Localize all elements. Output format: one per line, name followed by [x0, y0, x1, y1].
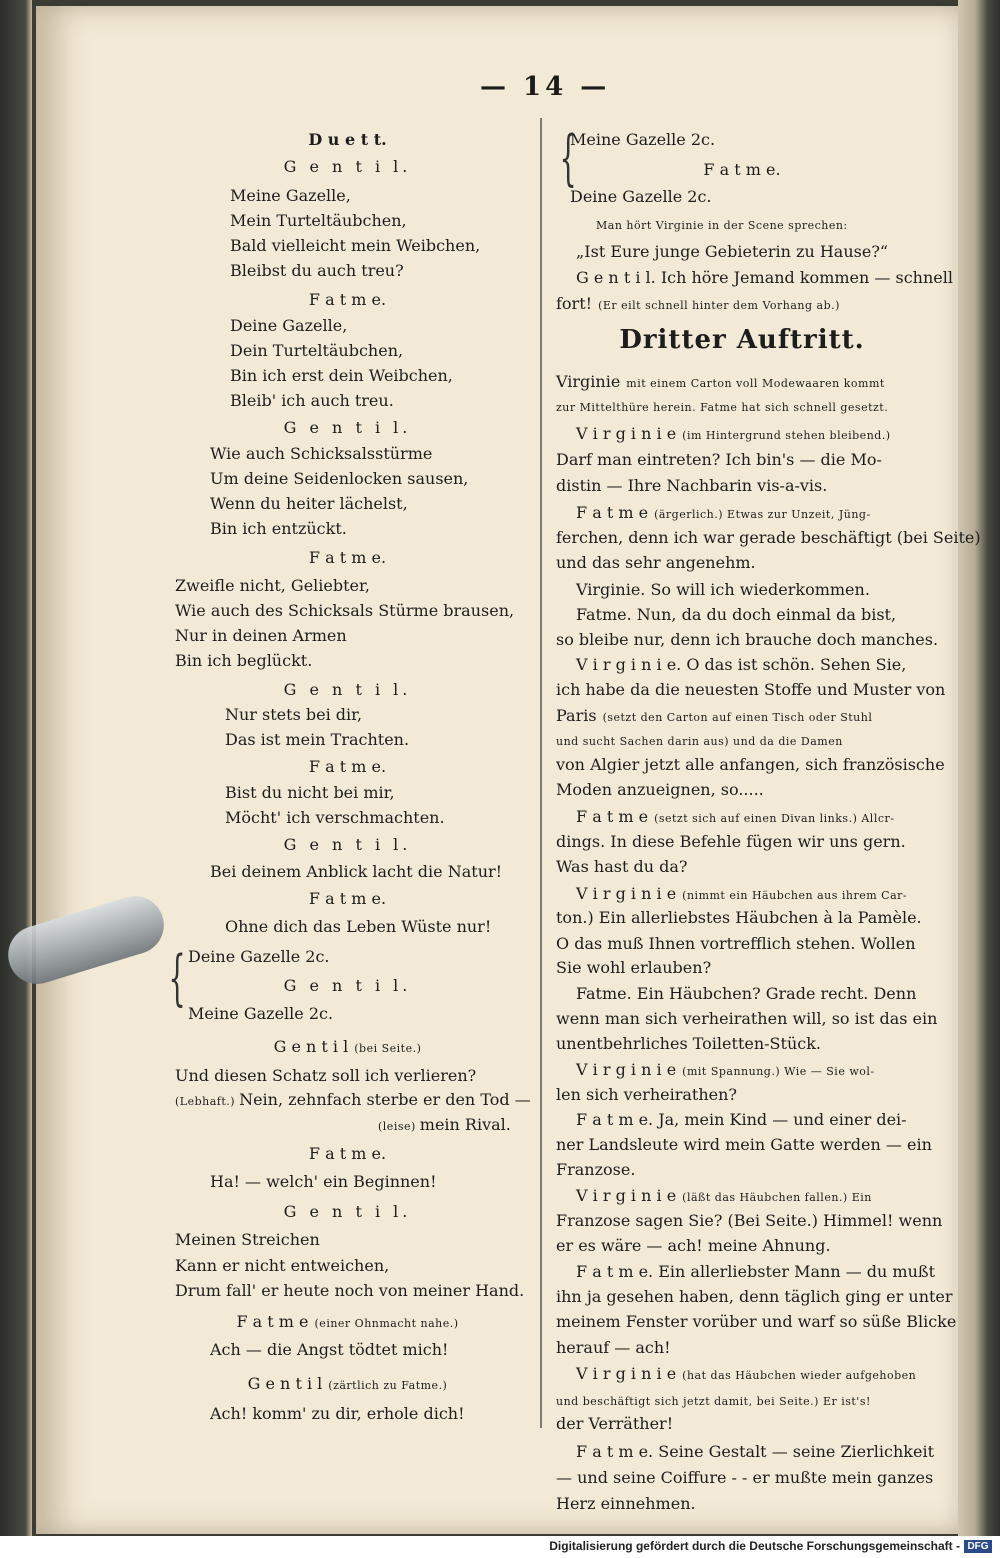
left-text-line: [170, 155, 525, 179]
verse-text: Dein Turteltäubchen,: [230, 341, 404, 360]
verse-text: Meine Gazelle 2c.: [570, 130, 716, 149]
verse-text: Kann er nicht entweichen,: [175, 1256, 390, 1275]
verse-text: Deine Gazelle,: [230, 316, 348, 335]
verse-text: Meine Gazelle,: [230, 186, 351, 205]
verse-text: Zweifle nicht, Geliebter,: [175, 576, 370, 595]
right-text-line: [556, 551, 756, 575]
verse-text: Nein, zehnfach sterbe er den Tod —: [239, 1090, 531, 1109]
right-text-line: [556, 778, 764, 802]
left-text-line: [175, 1064, 476, 1088]
verse-text: len sich verheirathen?: [556, 1085, 737, 1104]
stage-direction: mit einem Carton voll Modewaaren kommt: [626, 377, 885, 390]
right-text-line: [576, 501, 871, 527]
right-text-line: [570, 128, 715, 152]
verse-text: meinem Fenster vorüber und warf so süße Blicke: [556, 1312, 957, 1331]
verse-text: Man hört Virginie in der Scene sprechen:: [596, 219, 848, 232]
left-text-line: [170, 833, 525, 857]
verse-text: distin — Ihre Nachbarin vis-a-vis.: [556, 476, 828, 495]
verse-text: Bleibst du auch treu?: [230, 261, 404, 280]
left-text-line: [225, 728, 409, 752]
right-text-line: [576, 1184, 872, 1210]
left-text-line: [170, 887, 525, 911]
column-divider: [540, 118, 542, 1428]
verse-text: Dritter Auftritt.: [619, 325, 865, 355]
left-text-line: [175, 1254, 389, 1278]
right-text-line: [556, 906, 922, 930]
right-text-line: [556, 1466, 933, 1490]
right-text-line: [556, 753, 945, 777]
verse-text: ich habe da die neuesten Stoffe und Muster von: [556, 680, 946, 699]
verse-text: Meine Gazelle 2c.: [188, 1004, 334, 1023]
left-text-line: [175, 599, 514, 623]
verse-text: unentbehrliches Toiletten-Stück.: [556, 1034, 821, 1053]
stage-direction: (bei Seite.): [354, 1042, 422, 1055]
left-text-line: [210, 1338, 448, 1362]
verse-text: G e n t i l: [247, 1374, 323, 1393]
verse-text: „Ist Eure junge Gebieterin zu Hause?“: [576, 242, 889, 261]
verse-text: Ach — die Angst tödtet mich!: [210, 1340, 449, 1359]
left-text-line: [170, 128, 525, 152]
right-text-line: [556, 1388, 871, 1414]
verse-text: F a t m e.: [703, 160, 781, 179]
verse-text: ton.) Ein allerliebstes Häubchen à la Pamèle.: [556, 908, 922, 927]
verse-text: von Algier jetzt alle anfangen, sich französische: [556, 755, 945, 774]
left-text-line: [230, 339, 403, 363]
verse-text: Bist du nicht bei mir,: [225, 783, 395, 802]
right-text-line: [570, 185, 712, 209]
verse-text: G e n t i l.: [283, 976, 412, 995]
left-text-line: [175, 649, 312, 673]
verse-text: D u e t t.: [308, 130, 387, 149]
verse-text: ner Landsleute wird mein Gatte werden — ein: [556, 1135, 932, 1154]
left-text-line: [188, 1002, 333, 1026]
left-text-line: [188, 945, 330, 969]
right-brace: {: [559, 123, 577, 193]
verse-text: Bei deinem Anblick lacht die Natur!: [210, 862, 503, 881]
verse-text: G e n t i l.: [283, 1202, 412, 1221]
right-text-line: [556, 1209, 942, 1233]
verse-text: V i r g i n i e: [576, 884, 677, 903]
verse-text: F a t m e.: [308, 1144, 387, 1163]
right-text-line: [576, 882, 907, 908]
verse-text: Virginie. So will ich wiederkommen.: [576, 580, 870, 599]
verse-text: F a t m e: [576, 807, 649, 826]
left-text-line: [210, 517, 347, 541]
verse-text: F a t m e.: [308, 889, 387, 908]
stage-direction: (setzt sich auf einen Divan links.) Allcr-: [654, 812, 895, 825]
verse-text: Sie wohl erlauben?: [556, 958, 712, 977]
right-text-line: [576, 805, 894, 831]
stage-direction: und sucht Sachen darin aus) und da die Damen: [556, 735, 843, 748]
stage-direction: (läßt das Häubchen fallen.) Ein: [682, 1191, 872, 1204]
verse-text: Um deine Seidenlocken sausen,: [210, 469, 469, 488]
left-text-line: [170, 1310, 525, 1336]
verse-text: Drum fall' er heute noch von meiner Hand.: [175, 1281, 525, 1300]
left-text-line: [170, 1142, 525, 1166]
verse-text: Nur stets bei dir,: [225, 705, 363, 724]
verse-text: Nur in deinen Armen: [175, 626, 347, 645]
left-text-line: [230, 209, 407, 233]
right-text-line: [576, 422, 891, 448]
right-text-line: [576, 603, 896, 627]
verse-text: G e n t i l.: [283, 680, 412, 699]
right-text-line: [556, 1336, 671, 1360]
verse-text: V i r g i n i e. O das ist schön. Sehen Sie,: [576, 655, 907, 674]
verse-text: Wie auch des Schicksals Stürme brausen,: [175, 601, 515, 620]
right-text-line: [576, 982, 916, 1006]
stage-direction: (ärgerlich.) Etwas zur Unzeit, Jüng-: [654, 508, 871, 521]
verse-text: mein Rival.: [419, 1115, 511, 1134]
right-text-line: [556, 394, 888, 420]
verse-text: — und seine Coiffure - - er mußte mein ganzes: [556, 1468, 934, 1487]
verse-text: Deine Gazelle 2c.: [188, 947, 330, 966]
verse-text: herauf — ach!: [556, 1338, 671, 1357]
verse-text: O das muß Ihnen vortrefflich stehen. Wollen: [556, 934, 916, 953]
verse-text: Virginie: [556, 372, 621, 391]
stage-direction: zur Mittelthüre herein. Fatme hat sich schnell gesetzt.: [556, 401, 889, 414]
verse-text: F a t m e.: [308, 548, 387, 567]
right-text-line: [576, 1058, 875, 1084]
verse-text: F a t m e: [236, 1312, 309, 1331]
left-text-line: [175, 1279, 524, 1303]
verse-text: V i r g i n i e: [576, 424, 677, 443]
right-text-line: [576, 653, 906, 677]
verse-text: Wie auch Schicksalsstürme: [210, 444, 433, 463]
verse-text: Bald vielleicht mein Weibchen,: [230, 236, 481, 255]
verse-text: Moden anzueignen, so.....: [556, 780, 764, 799]
right-text-line: [556, 292, 840, 318]
stage-direction: (hat das Häubchen wieder aufgehoben: [682, 1369, 917, 1382]
verse-text: er es wäre — ach! meine Ahnung.: [556, 1236, 831, 1255]
verse-text: Bin ich erst dein Weibchen,: [230, 366, 453, 385]
right-text-line: [576, 240, 888, 264]
right-text-line: [556, 704, 872, 730]
right-text-line: [556, 1492, 696, 1516]
left-text-line: [170, 755, 525, 779]
left-text-line: [225, 781, 395, 805]
left-text-line: [170, 1372, 525, 1398]
left-text-line: [230, 314, 347, 338]
verse-text: V i r g i n i e: [576, 1186, 677, 1205]
right-text-line: [556, 325, 928, 355]
left-text-line: [170, 1200, 525, 1224]
left-text-line: [210, 467, 468, 491]
verse-text: fort!: [556, 294, 593, 313]
verse-text: dings. In diese Befehle fügen wir uns gern.: [556, 832, 906, 851]
left-text-line: [230, 364, 453, 388]
verse-text: F a t m e. Ein allerliebster Mann — du mußt: [576, 1262, 936, 1281]
verse-text: G e n t i l.: [283, 835, 412, 854]
verse-text: F a t m e.: [308, 290, 387, 309]
stage-direction: (Er eilt schnell hinter dem Vorhang ab.): [598, 299, 840, 312]
right-text-line: [556, 1007, 937, 1031]
right-text-line: [556, 1158, 635, 1182]
verse-text: G e n t i l.: [283, 157, 412, 176]
right-text-line: [576, 1108, 907, 1132]
left-text-line: [210, 1170, 437, 1194]
verse-text: Das ist mein Trachten.: [225, 730, 410, 749]
verse-text: F a t m e: [576, 503, 649, 522]
verse-text: Ach! komm' zu dir, erhole dich!: [210, 1404, 465, 1423]
verse-text: ihn ja gesehen haben, denn täglich ging er unter: [556, 1287, 953, 1306]
verse-text: Bleib' ich auch treu.: [230, 391, 394, 410]
verse-text: F a t m e. Ja, mein Kind — und einer dei-: [576, 1110, 907, 1129]
left-text-line: [210, 860, 502, 884]
stage-direction: (zärtlich zu Fatme.): [328, 1379, 448, 1392]
right-text-line: [556, 1412, 673, 1436]
verse-text: Möcht' ich verschmachten.: [225, 808, 445, 827]
stage-direction: (nimmt ein Häubchen aus ihrem Car-: [682, 889, 908, 902]
left-text-line: [170, 974, 525, 998]
verse-text: Fatme. Ein Häubchen? Grade recht. Denn: [576, 984, 917, 1003]
left-text-line: [225, 703, 362, 727]
verse-text: V i r g i n i e: [576, 1060, 677, 1079]
verse-text: Ohne dich das Leben Wüste nur!: [225, 917, 492, 936]
right-text-line: [556, 728, 843, 754]
stage-direction: (Lebhaft.): [175, 1095, 240, 1108]
right-text-line: [576, 1362, 916, 1388]
right-text-line: [556, 1133, 932, 1157]
left-text-line: [210, 1402, 465, 1426]
right-text-line: [596, 214, 848, 238]
right-text-line: [556, 370, 885, 396]
verse-text: wenn man sich verheirathen will, so ist das ein: [556, 1009, 938, 1028]
verse-text: G e n t i l. Ich höre Jemand kommen — schnell: [576, 268, 953, 287]
right-text-line: [556, 830, 906, 854]
verse-text: V i r g i n i e: [576, 1364, 677, 1383]
left-text-line: [170, 546, 525, 570]
left-text-line: [175, 574, 370, 598]
verse-text: Franzose sagen Sie? (Bei Seite.) Himmel! wenn: [556, 1211, 943, 1230]
verse-text: F a t m e.: [308, 757, 387, 776]
right-text-line: [556, 448, 882, 472]
stage-direction: und beschäftigt sich jetzt damit, bei Seite.) Er ist's!: [556, 1395, 871, 1408]
stage-direction: (mit Spannung.) Wie — Sie wol-: [682, 1065, 875, 1078]
stage-direction: (im Hintergrund stehen bleibend.): [682, 429, 891, 442]
left-text-line: [175, 624, 347, 648]
book-spine-edge: [0, 0, 32, 1558]
verse-text: Und diesen Schatz soll ich verlieren?: [175, 1066, 477, 1085]
page-number: — 14 —: [480, 72, 611, 102]
stage-direction: (einer Ohnmacht nahe.): [314, 1317, 459, 1330]
verse-text: Bin ich beglückt.: [175, 651, 313, 670]
left-text-line: [230, 234, 480, 258]
verse-text: Herz einnehmen.: [556, 1494, 696, 1513]
verse-text: Paris: [556, 706, 597, 725]
right-text-line: [576, 1260, 935, 1284]
right-text-line: [556, 158, 928, 182]
left-text-line: [230, 184, 351, 208]
verse-text: Mein Turteltäubchen,: [230, 211, 407, 230]
dfg-logo: DFG: [964, 1540, 992, 1553]
right-text-line: [556, 678, 945, 702]
next-page-edge: [958, 0, 1000, 1540]
verse-text: ferchen, denn ich war gerade beschäftigt (bei Seite): [556, 528, 981, 547]
left-brace: {: [168, 943, 186, 1013]
right-text-line: [556, 1083, 737, 1107]
verse-text: so bleibe nur, denn ich brauche doch manches.: [556, 630, 939, 649]
left-text-line: [170, 288, 525, 312]
verse-text: Was hast du da?: [556, 857, 688, 876]
left-text-line: [170, 678, 525, 702]
verse-text: F a t m e. Seine Gestalt — seine Zierlichkeit: [576, 1442, 934, 1461]
left-text-line: [175, 1088, 531, 1114]
right-text-line: [556, 1310, 956, 1334]
stage-direction: (setzt den Carton auf einen Tisch oder Stuhl: [602, 711, 873, 724]
left-text-line: [170, 416, 525, 440]
right-text-line: [556, 1032, 821, 1056]
right-text-line: [576, 578, 870, 602]
verse-text: und das sehr angenehm.: [556, 553, 756, 572]
right-text-line: [556, 526, 981, 550]
verse-text: Fatme. Nun, da du doch einmal da bist,: [576, 605, 897, 624]
footer-credit: Digitalisierung gefördert durch die Deutsche Forschungsgemeinschaft -: [549, 1539, 960, 1553]
left-text-line: [210, 492, 408, 516]
left-text-line: [225, 915, 491, 939]
verse-text: Ha! — welch' ein Beginnen!: [210, 1172, 437, 1191]
verse-text: G e n t i l: [273, 1037, 349, 1056]
stage-direction: (leise): [378, 1120, 420, 1133]
right-text-line: [576, 266, 953, 290]
right-text-line: [576, 1440, 934, 1464]
verse-text: Meinen Streichen: [175, 1230, 320, 1249]
left-text-line: [210, 442, 432, 466]
right-text-line: [556, 956, 711, 980]
left-text-line: [230, 259, 404, 283]
verse-text: Deine Gazelle 2c.: [570, 187, 712, 206]
left-text-line: [175, 1228, 320, 1252]
left-text-line: [230, 389, 394, 413]
right-text-line: [556, 474, 827, 498]
right-text-line: [556, 855, 687, 879]
right-text-line: [556, 628, 938, 652]
right-text-line: [556, 1234, 831, 1258]
verse-text: Darf man eintreten? Ich bin's — die Mo-: [556, 450, 882, 469]
left-text-line: [170, 1035, 525, 1061]
verse-text: G e n t i l.: [283, 418, 412, 437]
verse-text: der Verräther!: [556, 1414, 674, 1433]
left-text-line: [378, 1113, 511, 1139]
right-text-line: [556, 932, 916, 956]
verse-text: Bin ich entzückt.: [210, 519, 347, 538]
left-text-line: [225, 806, 445, 830]
verse-text: Wenn du heiter lächelst,: [210, 494, 408, 513]
verse-text: Franzose.: [556, 1160, 636, 1179]
right-text-line: [556, 1285, 953, 1309]
